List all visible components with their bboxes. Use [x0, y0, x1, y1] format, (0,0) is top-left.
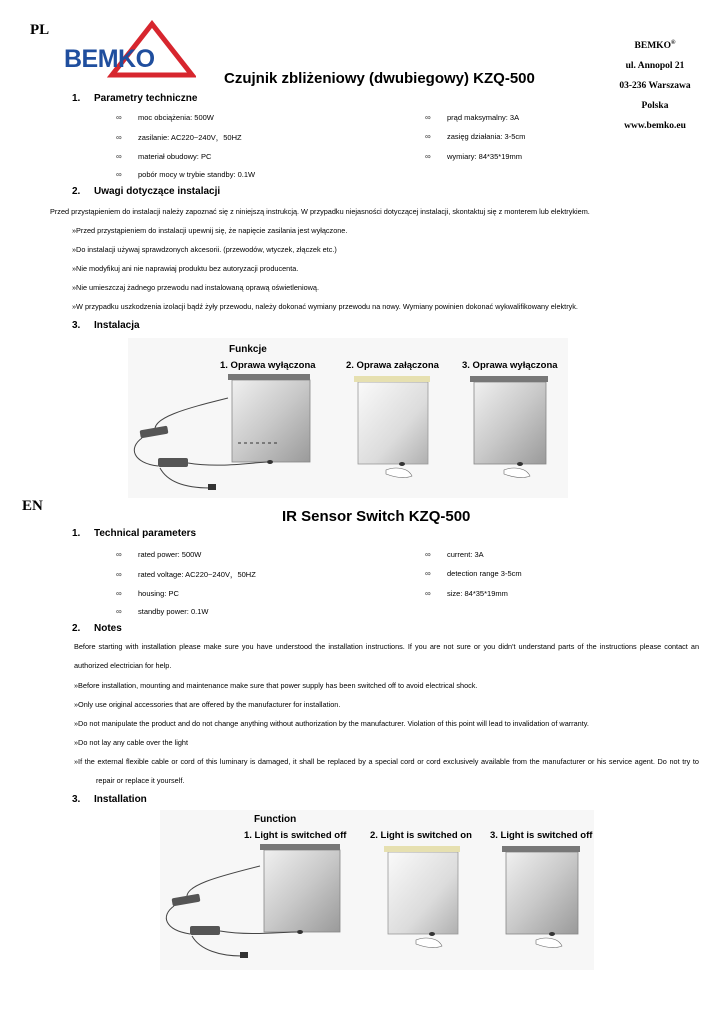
logo-text: BEMKO	[64, 45, 155, 73]
section-heading-en-3: 3. Installation	[72, 794, 147, 805]
intro-text-pl: Przed przystąpieniem do instalacji należy zapoznać się z niniejszą instrukcją. W przypadku niejasności dotyczącej instalacji, skontaktuj się z monterem lub elektrykiem.	[50, 207, 590, 216]
mirror-panel-off-2	[470, 376, 548, 478]
note-item: »Nie umieszczaj żadnego przewodu nad instalowaną oprawą oświetleniową.	[72, 283, 320, 292]
note-item: »Nie modyfikuj ani nie naprawiaj produktu bez autoryzacji producenta.	[72, 264, 299, 273]
page-title-pl: Czujnik zbliżeniowy (dwubiegowy) KZQ-500	[224, 70, 535, 87]
panel-label-3: 3. Light is switched off	[490, 830, 593, 841]
mirror-panel-off	[228, 374, 310, 464]
figure-heading: Function	[254, 814, 297, 825]
panel-label-2: 2. Oprawa załączona	[346, 360, 439, 371]
panel-label-1: 1. Oprawa wyłączona	[220, 360, 316, 371]
param-item: ∞ materiał obudowy: PC	[116, 152, 212, 161]
param-item: ∞ size: 84*35*19mm	[425, 589, 508, 598]
param-item: ∞ rated voltage: AC220~240V，50HZ	[116, 570, 256, 579]
mirror-panel-on	[384, 846, 460, 948]
param-item: ∞ standby power: 0.1W	[116, 607, 209, 616]
mirror-panel-on	[354, 376, 430, 478]
intro-text-en-cont: authorized electrician for help.	[74, 661, 172, 670]
mirror-panel-off	[260, 844, 340, 934]
section-heading-en-2: 2. Notes	[72, 623, 122, 634]
lang-label-en: EN	[22, 498, 43, 514]
lang-label-pl: PL	[30, 22, 50, 38]
panel-label-2: 2. Light is switched on	[370, 830, 472, 841]
param-item: ∞ zasilanie: AC220~240V，50HZ	[116, 133, 242, 142]
param-item: ∞ current: 3A	[425, 550, 484, 559]
note-item: »Do instalacji używaj sprawdzonych akcesorii. (przewodów, wtyczek, złączek etc.)	[72, 245, 337, 254]
panel-label-3: 3. Oprawa wyłączona	[462, 360, 558, 371]
section-heading-pl-2: 2. Uwagi dotyczące instalacji	[72, 186, 221, 197]
note-item: »Before installation, mounting and maintenance make sure that power supply has been switched off to avoid electrical shock.	[74, 681, 478, 690]
bemko-logo	[64, 20, 196, 78]
note-item: »If the external flexible cable or cord of this luminary is damaged, it shall be replaced by a special cord or cord exclusively available from the manufacturer or his service agent. Do not try to	[74, 757, 699, 766]
param-item: ∞ wymiary: 84*35*19mm	[425, 152, 523, 161]
param-item: ∞ pobór mocy w trybie standby: 0.1W	[116, 170, 256, 179]
company-web: www.bemko.eu	[624, 121, 686, 132]
intro-text-en: Before starting with installation please make sure you have understood the installation instructions. If you are not sure or you didn't understand parts of the instructions please contact an	[74, 642, 699, 651]
section-heading-pl-1: 1. Parametry techniczne	[72, 93, 198, 104]
param-item: ∞ zasięg działania: 3-5cm	[425, 132, 526, 141]
note-item-cont: repair or replace it yourself.	[96, 776, 185, 785]
page-title-en: IR Sensor Switch KZQ-500	[282, 508, 471, 525]
installation-figure-en	[160, 810, 594, 970]
company-street: ul. Annopol 21	[625, 61, 685, 72]
note-item: »Do not lay any cable over the light	[74, 738, 188, 747]
section-heading-pl-3: 3. Instalacja	[72, 320, 140, 331]
note-item: »W przypadku uszkodzenia izolacji bądź żyły przewodu, należy dokonać wymiany przewodu na nowy. Wymiany powinien dokonać wykwalifikowany elektryk.	[72, 302, 578, 311]
note-item: »Przed przystąpieniem do instalacji upewnij się, że napięcie zasilania jest wyłączone.	[72, 226, 348, 235]
section-heading-en-1: 1. Technical parameters	[72, 528, 197, 539]
company-country: Polska	[641, 101, 669, 112]
param-item: ∞ moc obciążenia: 500W	[116, 113, 214, 122]
param-item: ∞ prąd maksymalny: 3A	[425, 113, 520, 122]
figure-heading: Funkcje	[229, 344, 267, 355]
company-name: BEMKO	[634, 41, 671, 52]
company-city: 03-236 Warszawa	[619, 81, 691, 92]
mirror-panel-off-2	[502, 846, 580, 948]
param-item: ∞ housing: PC	[116, 589, 179, 598]
panel-label-1: 1. Light is switched off	[244, 830, 347, 841]
installation-figure-pl	[128, 338, 568, 498]
company-address-block: BEMKO® ul. Annopol 21 03-236 Warszawa Polska www.bemko.eu	[600, 33, 710, 136]
param-item: ∞ detection range 3-5cm	[425, 569, 522, 578]
note-item: »Do not manipulate the product and do not change anything without authorization by the manufacturer. Violation of this point will lead to invalidation of warranty.	[74, 719, 589, 728]
param-item: ∞ rated power: 500W	[116, 550, 202, 559]
note-item: »Only use original accessories that are offered by the manufacturer for installation.	[74, 700, 341, 709]
